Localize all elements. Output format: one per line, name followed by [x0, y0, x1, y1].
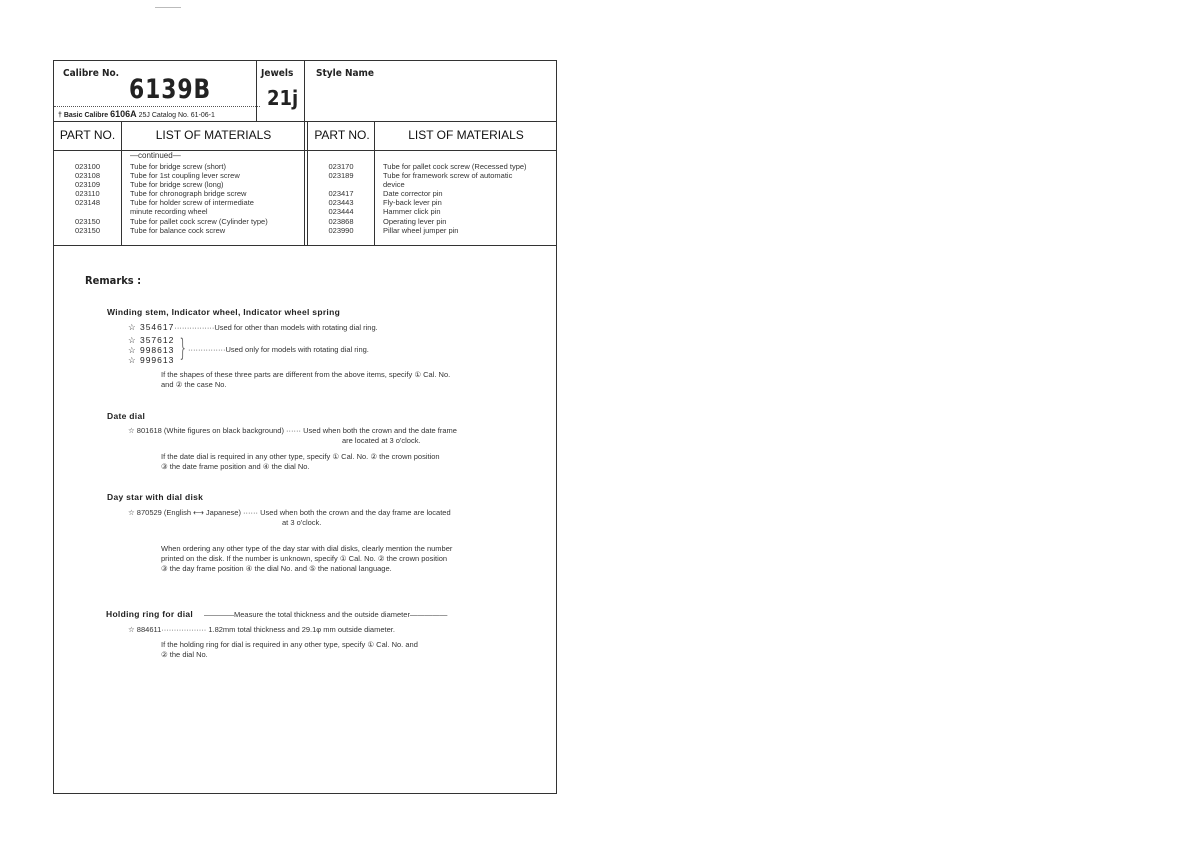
part-description: Tube for chronograph bridge screw: [130, 189, 247, 199]
part-number: 023443: [328, 198, 354, 208]
part-description: Tube for framework screw of automatic: [383, 171, 513, 181]
part-description: Pillar wheel jumper pin: [383, 225, 459, 235]
col-list-right: LIST OF MATERIALS: [408, 128, 524, 142]
winding-part-354617: [128, 322, 378, 333]
part-number: [54, 207, 121, 216]
date-dial-note-line1: If the date dial is required in any other type, specify ① Cal. No. ② the crown position: [161, 452, 440, 461]
basic-calibre-number: 6106A: [110, 109, 137, 119]
part-number: 023100: [74, 162, 101, 171]
day-star-note-line3: ③ the day frame position ④ the dial No. and ⑤ the national language.: [161, 564, 392, 573]
winding-note-line1: If the shapes of these three parts are different from the above items, specify ① Cal. No.: [161, 370, 451, 379]
winding-part-998613: ☆ 998613: [128, 345, 175, 355]
part-description: Operating lever pin: [383, 216, 447, 226]
holding-ring-line1: ☆ 884611·················· 1.82mm total thickness and 29.1φ mm outside diameter.: [128, 625, 395, 634]
part-description: Date corrector pin: [383, 189, 443, 199]
part-number: 023150: [74, 225, 101, 235]
part-description: Fly-back lever pin: [383, 198, 442, 208]
section-title-date-dial: Date dial: [107, 411, 146, 421]
part-number: 023170: [328, 162, 354, 171]
part-number: 023110: [75, 189, 100, 199]
col-partno-left: PART NO.: [59, 128, 116, 142]
part-description: Tube for pallet cock screw (Cylinder type): [130, 216, 268, 226]
part-number: 023417: [328, 189, 354, 199]
jewels-cell: [256, 61, 305, 121]
section-title-day-star: Day star with dial disk: [107, 492, 204, 502]
left-part-numbers: [54, 162, 121, 235]
col-partno-right: PART NO.: [314, 128, 370, 142]
date-dial-note-line2: ③ the date frame position and ④ the dial No.: [161, 462, 310, 471]
page-header: [54, 61, 556, 122]
col-list-left: LIST OF MATERIALS: [155, 128, 272, 142]
winding-note-line2: and ② the case No.: [161, 380, 227, 389]
date-dial-line2: are located at 3 o'clock.: [342, 436, 421, 445]
column-divider: [121, 121, 122, 245]
part-number: 023109: [74, 180, 101, 190]
day-star-note-line1: When ordering any other type of the day star with dial disks, clearly mention the number: [161, 544, 453, 553]
catalog-page: [53, 60, 557, 794]
day-star-note-line2: printed on the disk. If the number is unknown, specify ① Cal. No. ② the crown position: [161, 554, 448, 563]
section-title-winding: Winding stem, Indicator wheel, Indicator wheel spring: [107, 307, 341, 317]
part-description: Tube for bridge screw (short): [130, 162, 227, 171]
part-number: 023444: [328, 207, 354, 217]
right-part-descriptions: [383, 162, 527, 235]
continued-label: —continued—: [130, 151, 181, 160]
day-star-line1: ☆ 870529 (English ⟷ Japanese) ······ Used when both the crown and the day frame are located: [128, 508, 451, 517]
part-description: Tube for balance cock screw: [130, 225, 226, 235]
part-number: ☆ 354617: [128, 322, 175, 332]
part-description: Tube for 1st coupling lever screw: [130, 171, 240, 181]
basic-calibre-line: [54, 106, 260, 121]
part-description: Tube for pallet cock screw (Recessed type): [383, 162, 527, 171]
part-description: Tube for holder screw of intermediate: [130, 198, 254, 208]
basic-calibre-catalog: 25J Catalog No. 61-06-1: [138, 112, 215, 119]
part-number: 023868: [328, 216, 354, 226]
left-part-descriptions: [130, 162, 268, 235]
calibre-cell: [54, 61, 257, 121]
part-number: 023150: [74, 216, 101, 226]
part-usage: ················Used for other than models with rotating dial ring.: [174, 323, 378, 332]
remarks-title: Remarks :: [85, 274, 142, 287]
jewels-value: 21j: [267, 86, 299, 110]
part-description: minute recording wheel: [130, 207, 208, 217]
part-number: 023108: [74, 171, 101, 181]
brace-glyph: }: [179, 334, 186, 362]
date-dial-line1: ☆ 801618 (White figures on black background) ······ Used when both the crown and the date frame: [128, 426, 457, 435]
calibre-label: Calibre No.: [63, 68, 120, 79]
day-star-line2: at 3 o'clock.: [282, 518, 322, 527]
column-divider: [374, 121, 375, 245]
style-name-label: Style Name: [316, 68, 375, 79]
part-number: [308, 180, 374, 189]
part-description: device: [383, 180, 405, 190]
winding-part-357612: ☆ 357612: [128, 335, 175, 345]
holding-ring-measure-note: ————Measure the total thickness and the outside diameter—————: [204, 610, 448, 619]
holding-ring-note-line1: If the holding ring for dial is required in any other type, specify ① Cal. No. and: [161, 640, 418, 649]
table-bottom-rule: [54, 245, 556, 246]
right-part-numbers: [308, 162, 374, 235]
part-number: 023148: [74, 198, 101, 208]
basic-calibre-prefix: † Basic Calibre: [58, 112, 109, 119]
part-number: 023189: [328, 171, 354, 181]
calibre-number: 6139B: [129, 74, 212, 105]
holding-ring-note-line2: ② the dial No.: [161, 650, 208, 659]
part-number: 023990: [328, 225, 354, 235]
part-description: Hammer click pin: [383, 207, 441, 217]
part-description: Tube for bridge screw (long): [130, 180, 224, 190]
section-title-holding-ring: Holding ring for dial: [106, 609, 194, 619]
jewels-label: Jewels: [261, 68, 294, 79]
winding-part-999613: ☆ 999613: [128, 355, 175, 365]
scan-artifact-line: [155, 7, 181, 8]
winding-group-usage: ···············Used only for models with rotating dial ring.: [188, 345, 369, 354]
